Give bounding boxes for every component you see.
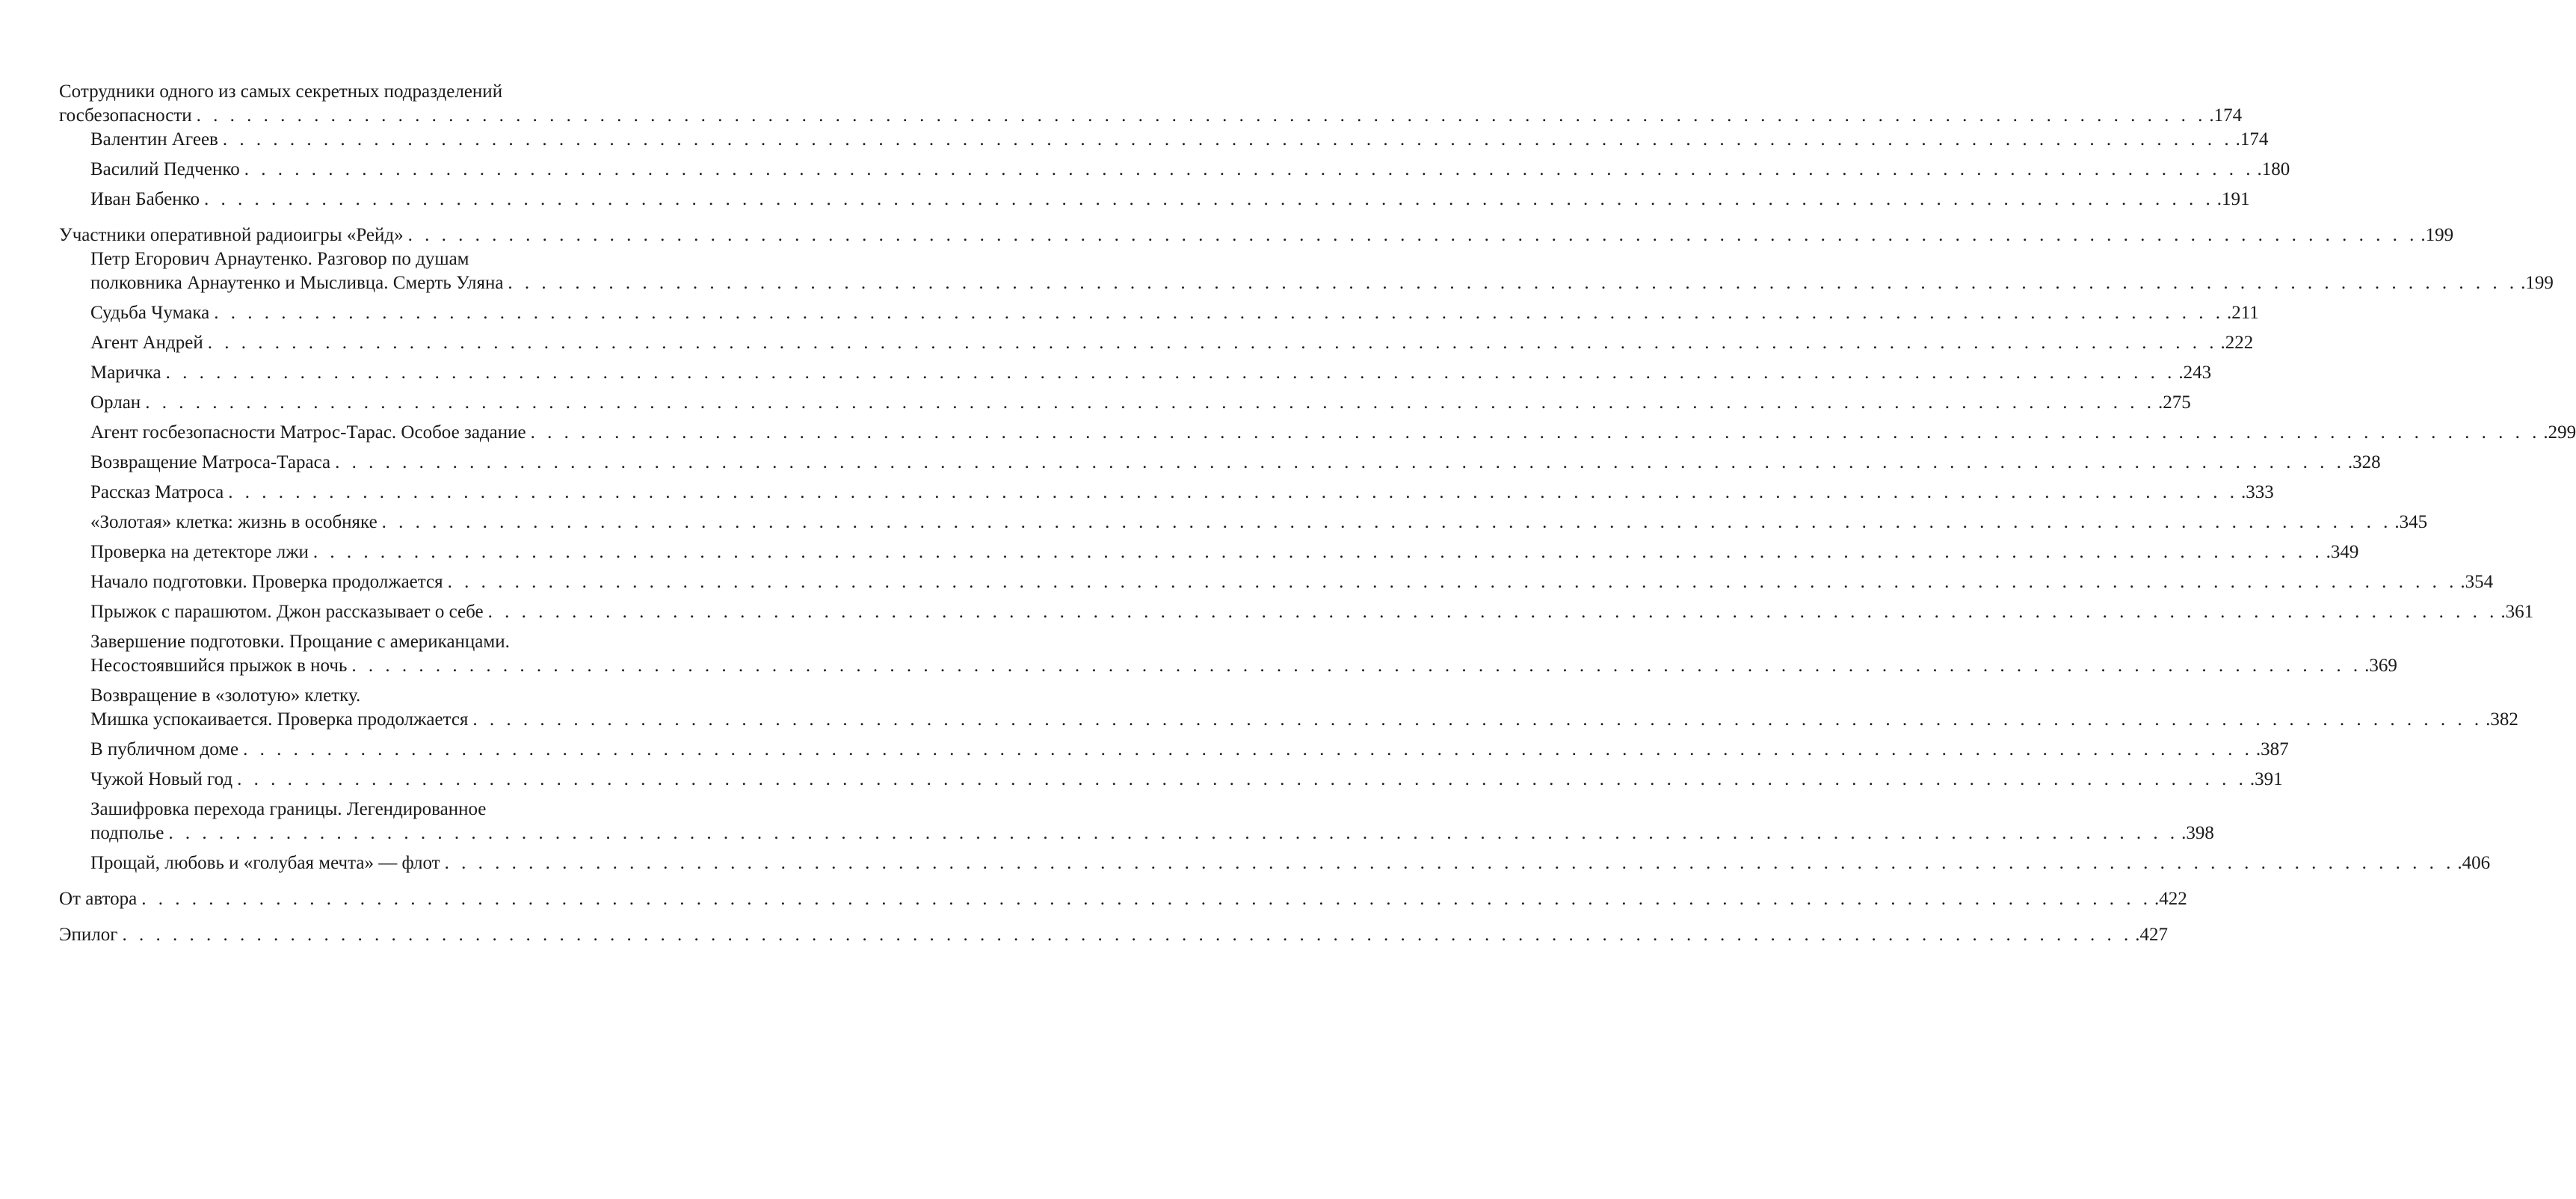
dot-leader: . . . . . . . . . . . . . . . . . . . . . . . . . . . . . . . . . . . . . . . . . . . . . . . . . . . . . . . . . . . . . . . . . . . . . . . . . . . . . . . . . . . . . . . . . . . . . . . . . . . . . . . . . . . . . . . . . . . . . . . .	[237, 769, 2247, 789]
toc-line	[59, 104, 2243, 128]
toc-subsection[interactable]	[59, 128, 2269, 152]
toc-title: Агент Андрей	[90, 333, 203, 353]
toc-title: Участники оперативной радиоигры «Рейд»	[59, 225, 404, 245]
toc-line	[90, 391, 2191, 415]
toc-title: Судьба Чумака	[90, 303, 210, 323]
toc-line	[90, 271, 2554, 295]
dot-leader: . . . . . . . . . . . . . . . . . . . . . . . . . . . . . . . . . . . . . . . . . . . . . . . . . . . . . . . . . . . . . . . . . . . . . . . . . . . . . . . . . . . . . . . . . . . . . . . . . . . . . . . . . . . . . . . . . . . . . . . .	[351, 656, 2362, 676]
toc-line	[90, 188, 2250, 212]
toc-line	[90, 708, 2518, 732]
page-number: .369	[2364, 656, 2397, 676]
toc-subsection[interactable]	[59, 451, 2381, 475]
toc-line	[90, 600, 2534, 624]
page-number: .382	[2486, 709, 2518, 730]
toc-title: подполье	[90, 823, 164, 843]
page-number: .199	[2521, 273, 2554, 293]
toc-title: Маричка	[90, 363, 161, 383]
toc-subsection[interactable]	[59, 570, 2494, 594]
dot-leader: . . . . . . . . . . . . . . . . . . . . . . . . . . . . . . . . . . . . . . . . . . . . . . . . . . . . . . . . . . . . . . . . . . . . . . . . . . . . . . . . . . . . . . . . . . . . . . . . . . . . . . . . . . . . . . . . . . . . . . . .	[487, 602, 2498, 622]
toc-title: Валентин Агеев	[90, 129, 218, 150]
dot-leader: . . . . . . . . . . . . . . . . . . . . . . . . . . . . . . . . . . . . . . . . . . . . . . . . . . . . . . . . . . . . . . . . . . . . . . . . . . . . . . . . . . . . . . . . . . . . . . . . . . . . . . . . . . . . . . . . . . . . . . . .	[335, 452, 2345, 472]
dot-leader: . . . . . . . . . . . . . . . . . . . . . . . . . . . . . . . . . . . . . . . . . . . . . . . . . . . . . . . . . . . . . . . . . . . . . . . . . . . . . . . . . . . . . . . . . . . . . . . . . . . . . . . . . . . . . . . . . . . . . . . .	[530, 422, 2541, 443]
toc-line	[59, 887, 2187, 911]
page-number: .333	[2240, 482, 2274, 502]
toc-subsection[interactable]	[59, 301, 2259, 325]
toc-section[interactable]	[59, 923, 2168, 947]
toc-section[interactable]	[59, 224, 2454, 247]
toc-title-line: Петр Егорович Арнаутенко. Разговор по душам	[90, 249, 469, 269]
page-number: .191	[2216, 189, 2250, 209]
dot-leader: . . . . . . . . . . . . . . . . . . . . . . . . . . . . . . . . . . . . . . . . . . . . . . . . . . . . . . . . . . . . . . . . . . . . . . . . . . . . . . . . . . . . . . . . . . . . . . . . . . . . . . . . . . . . . . . . . . . . . . . .	[244, 159, 2255, 179]
dot-leader: . . . . . . . . . . . . . . . . . . . . . . . . . . . . . . . . . . . . . . . . . . . . . . . . . . . . . . . . . . . . . . . . . . . . . . . . . . . . . . . . . . . . . . . . . . . . . . . . . . . . . . . . . . . . . . . . . . . . . . . .	[203, 189, 2214, 209]
toc-title: Возвращение Матроса-Тараса	[90, 452, 331, 472]
dot-leader: . . . . . . . . . . . . . . . . . . . . . . . . . . . . . . . . . . . . . . . . . . . . . . . . . . . . . . . . . . . . . . . . . . . . . . . . . . . . . . . . . . . . . . . . . . . . . . . . . . . . . . . . . . . . . . . . . . . . . . . .	[243, 739, 2253, 759]
toc-line	[90, 738, 2289, 762]
toc-subsection[interactable]	[59, 421, 2576, 445]
page-number: .345	[2394, 512, 2428, 532]
toc-line	[90, 540, 2359, 564]
toc-line	[90, 451, 2381, 475]
toc-title-line: Завершение подготовки. Прощание с американцами.	[90, 632, 510, 652]
toc-title-line: Возвращение в «золотую» клетку.	[90, 685, 361, 706]
dot-leader: . . . . . . . . . . . . . . . . . . . . . . . . . . . . . . . . . . . . . . . . . . . . . . . . . . . . . . . . . . . . . . . . . . . . . . . . . . . . . . . . . . . . . . . . . . . . . . . . . . . . . . . . . . . . . . . . . . . . . . . .	[145, 392, 2155, 413]
page-number: .211	[2226, 303, 2259, 323]
toc-subsection[interactable]	[59, 600, 2534, 624]
page-number: .180	[2257, 159, 2290, 179]
toc-subsection[interactable]	[59, 851, 2491, 875]
dot-leader: . . . . . . . . . . . . . . . . . . . . . . . . . . . . . . . . . . . . . . . . . . . . . . . . . . . . . . . . . . . . . . . . . . . . . . . . . . . . . . . . . . . . . . . . . . . . . . . . . . . . . . . . . . . . . . . . . . . . . . . .	[508, 273, 2518, 293]
toc-line	[90, 361, 2212, 385]
toc-subsection[interactable]	[59, 630, 2397, 678]
toc-line	[90, 128, 2269, 152]
toc-line	[90, 851, 2491, 875]
toc-title: «Золотая» клетка: жизнь в особняке	[90, 512, 378, 532]
toc-subsection[interactable]	[59, 738, 2289, 762]
toc-title-line: Сотрудники одного из самых секретных подразделений	[59, 81, 503, 102]
toc-line	[90, 481, 2274, 505]
toc-subsection[interactable]	[59, 768, 2283, 792]
toc-title: Иван Бабенко	[90, 189, 200, 209]
page-number: .222	[2220, 333, 2254, 353]
page-number: .406	[2457, 853, 2491, 873]
toc-section[interactable]	[59, 887, 2187, 911]
page-number: .275	[2157, 392, 2191, 413]
dot-leader: . . . . . . . . . . . . . . . . . . . . . . . . . . . . . . . . . . . . . . . . . . . . . . . . . . . . . . . . . . . . . . . . . . . . . . . . . . . . . . . . . . . . . . . . . . . . . . . . . . . . . . . . . . . . . . . . . . . . . . . .	[222, 129, 2233, 150]
page-number: .243	[2178, 363, 2212, 383]
toc-line	[90, 511, 2428, 534]
toc-line	[59, 923, 2168, 947]
dot-leader: . . . . . . . . . . . . . . . . . . . . . . . . . . . . . . . . . . . . . . . . . . . . . . . . . . . . . . . . . . . . . . . . . . . . . . . . . . . . . . . . . . . . . . . . . . . . . . . . . . . . . . . . . . . . . . . . . . . . . . . .	[228, 482, 2238, 502]
toc-title: Рассказ Матроса	[90, 482, 224, 502]
toc-line	[90, 158, 2290, 182]
toc-subsection[interactable]	[59, 158, 2290, 182]
toc-line	[59, 224, 2454, 247]
toc-title: Прощай, любовь и «голубая мечта» — флот	[90, 853, 440, 873]
toc-title: полковника Арнаутенко и Мысливца. Смерть Уляна	[90, 273, 504, 293]
toc-title: госбезопасности	[59, 105, 192, 126]
dot-leader: . . . . . . . . . . . . . . . . . . . . . . . . . . . . . . . . . . . . . . . . . . . . . . . . . . . . . . . . . . . . . . . . . . . . . . . . . . . . . . . . . . . . . . . . . . . . . . . . . . . . . . . . . . . . . . . . . . . . . . . .	[444, 853, 2455, 873]
toc-line	[90, 822, 2214, 845]
dot-leader: . . . . . . . . . . . . . . . . . . . . . . . . . . . . . . . . . . . . . . . . . . . . . . . . . . . . . . . . . . . . . . . . . . . . . . . . . . . . . . . . . . . . . . . . . . . . . . . . . . . . . . . . . . . . . . . . . . . . . . . .	[165, 363, 2176, 383]
dot-leader: . . . . . . . . . . . . . . . . . . . . . . . . . . . . . . . . . . . . . . . . . . . . . . . . . . . . . . . . . . . . . . . . . . . . . . . . . . . . . . . . . . . . . . . . . . . . . . . . . . . . . . . . . . . . . . . . . . . . . . . .	[312, 542, 2323, 562]
toc-title-line: Зашифровка перехода границы. Легендированное	[90, 799, 487, 819]
dot-leader: . . . . . . . . . . . . . . . . . . . . . . . . . . . . . . . . . . . . . . . . . . . . . . . . . . . . . . . . . . . . . . . . . . . . . . . . . . . . . . . . . . . . . . . . . . . . . . . . . . . . . . . . . . . . . . . . . . . . . . . .	[472, 709, 2483, 730]
dot-leader: . . . . . . . . . . . . . . . . . . . . . . . . . . . . . . . . . . . . . . . . . . . . . . . . . . . . . . . . . . . . . . . . . . . . . . . . . . . . . . . . . . . . . . . . . . . . . . . . . . . . . . . . . . . . . . . . . . . . . . . .	[447, 572, 2458, 592]
page-number: .299	[2543, 422, 2576, 443]
toc-title: Проверка на детекторе лжи	[90, 542, 309, 562]
toc-subsection[interactable]	[59, 684, 2518, 732]
dot-leader: . . . . . . . . . . . . . . . . . . . . . . . . . . . . . . . . . . . . . . . . . . . . . . . . . . . . . . . . . . . . . . . . . . . . . . . . . . . . . . . . . . . . . . . . . . . . . . . . . . . . . . . . . . . . . . . . . . . . . . . .	[381, 512, 2392, 532]
toc-title: Эпилог	[59, 925, 118, 945]
toc-subsection[interactable]	[59, 798, 2214, 845]
toc-title: Мишка успокаивается. Проверка продолжается	[90, 709, 469, 730]
toc-line	[90, 570, 2494, 594]
toc-title: Орлан	[90, 392, 141, 413]
page-number: .391	[2249, 769, 2283, 789]
toc-title: Начало подготовки. Проверка продолжается	[90, 572, 443, 592]
dot-leader: . . . . . . . . . . . . . . . . . . . . . . . . . . . . . . . . . . . . . . . . . . . . . . . . . . . . . . . . . . . . . . . . . . . . . . . . . . . . . . . . . . . . . . . . . . . . . . . . . . . . . . . . . . . . . . . . . . . . . . . .	[214, 303, 2224, 323]
toc-subsection[interactable]	[59, 391, 2191, 415]
toc-title: В публичном доме	[90, 739, 239, 759]
toc-subsection[interactable]	[59, 511, 2428, 534]
toc-line	[90, 768, 2283, 792]
dot-leader: . . . . . . . . . . . . . . . . . . . . . . . . . . . . . . . . . . . . . . . . . . . . . . . . . . . . . . . . . . . . . . . . . . . . . . . . . . . . . . . . . . . . . . . . . . . . . . . . . . . . . . . . . . . . . . . . . . . . . . . .	[168, 823, 2179, 843]
page-number: .361	[2500, 602, 2534, 622]
toc-line	[90, 301, 2259, 325]
dot-leader: . . . . . . . . . . . . . . . . . . . . . . . . . . . . . . . . . . . . . . . . . . . . . . . . . . . . . . . . . . . . . . . . . . . . . . . . . . . . . . . . . . . . . . . . . . . . . . . . . . . . . . . . . . . . . . . . . . . . . . . .	[141, 889, 2151, 909]
toc-title: Чужой Новый год	[90, 769, 233, 789]
toc-subsection[interactable]	[59, 361, 2212, 385]
dot-leader: . . . . . . . . . . . . . . . . . . . . . . . . . . . . . . . . . . . . . . . . . . . . . . . . . . . . . . . . . . . . . . . . . . . . . . . . . . . . . . . . . . . . . . . . . . . . . . . . . . . . . . . . . . . . . . . . . . . . . . . .	[122, 925, 2133, 945]
toc-title: Василий Педченко	[90, 159, 240, 179]
page-number: .398	[2181, 823, 2214, 843]
dot-leader: . . . . . . . . . . . . . . . . . . . . . . . . . . . . . . . . . . . . . . . . . . . . . . . . . . . . . . . . . . . . . . . . . . . . . . . . . . . . . . . . . . . . . . . . . . . . . . . . . . . . . . . . . . . . . . . . . . . . . . . .	[407, 225, 2418, 245]
toc-line	[90, 421, 2576, 445]
page-number: .199	[2421, 225, 2454, 245]
toc-subsection[interactable]	[59, 540, 2359, 564]
toc-subsection[interactable]	[59, 331, 2254, 355]
page-number: .427	[2135, 925, 2168, 945]
page-number: .387	[2255, 739, 2289, 759]
page-number: .349	[2326, 542, 2359, 562]
toc-section[interactable]	[59, 80, 2243, 128]
toc-title: От автора	[59, 889, 138, 909]
toc-subsection[interactable]	[59, 188, 2250, 212]
table-of-contents	[59, 80, 2576, 947]
toc-subsection[interactable]	[59, 481, 2274, 505]
page-number: .174	[2209, 105, 2243, 126]
page-number: .174	[2235, 129, 2269, 150]
page-number: .422	[2154, 889, 2187, 909]
toc-title: Несостоявшийся прыжок в ночь	[90, 656, 348, 676]
page-number: .354	[2460, 572, 2494, 592]
dot-leader: . . . . . . . . . . . . . . . . . . . . . . . . . . . . . . . . . . . . . . . . . . . . . . . . . . . . . . . . . . . . . . . . . . . . . . . . . . . . . . . . . . . . . . . . . . . . . . . . . . . . . . . . . . . . . . . . . . . . . . . .	[207, 333, 2218, 353]
toc-title: Агент госбезопасности Матрос-Тарас. Особое задание	[90, 422, 526, 443]
toc-line	[90, 331, 2254, 355]
toc-title: Прыжок с парашютом. Джон рассказывает о себе	[90, 602, 484, 622]
toc-line	[90, 654, 2397, 678]
page-number: .328	[2347, 452, 2381, 472]
dot-leader: . . . . . . . . . . . . . . . . . . . . . . . . . . . . . . . . . . . . . . . . . . . . . . . . . . . . . . . . . . . . . . . . . . . . . . . . . . . . . . . . . . . . . . . . . . . . . . . . . . . . . . . . . . . . . . . . . . . . . . . .	[196, 105, 2207, 126]
toc-subsection[interactable]	[59, 247, 2554, 295]
